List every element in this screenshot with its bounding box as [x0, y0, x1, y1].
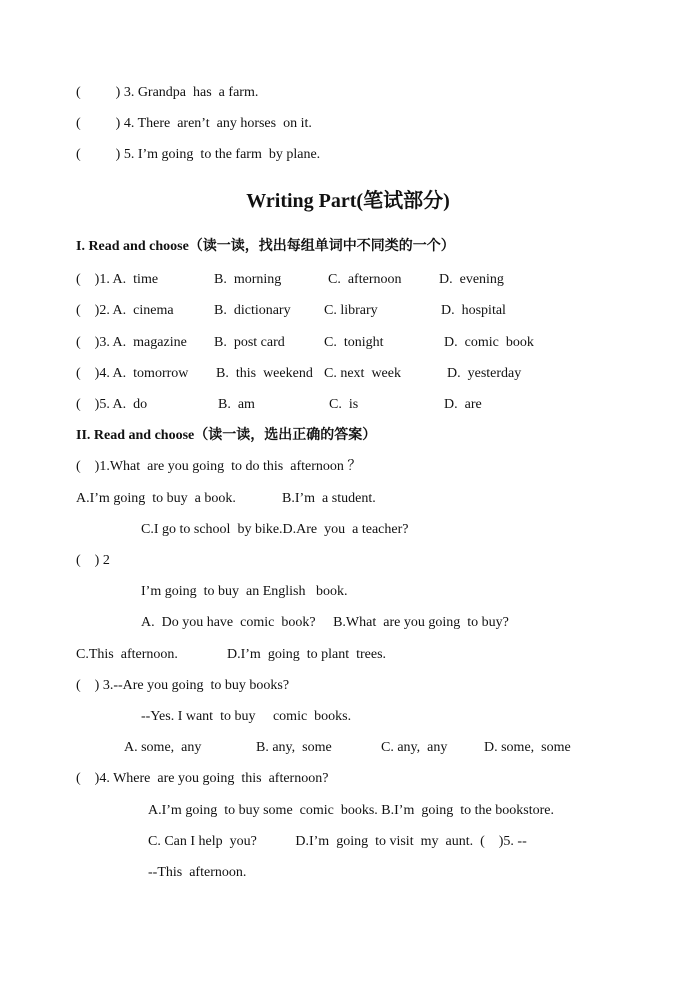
question-3-option-c: C. any, any: [381, 740, 448, 755]
choice-d: D. comic book: [444, 335, 534, 350]
choice-c: C. library: [324, 303, 378, 318]
choice-num: ( )5. A. do: [76, 397, 148, 412]
question-1-option-a: A.I’m going to buy a book.: [76, 491, 236, 506]
choice-b: B. morning: [214, 272, 282, 287]
question-3-option-a: A. some, any: [124, 740, 202, 755]
section-1-heading: I. Read and choose（读一读，找出每组单词中不同类的一个）: [76, 239, 455, 254]
question-2-option-c: C.This afternoon.: [76, 647, 178, 662]
listening-item-3: ( ) 3. Grandpa has a farm.: [76, 85, 259, 100]
question-2: ( ) 2: [76, 553, 110, 568]
section-2-heading: II. Read and choose（读一读，选出正确的答案）: [76, 428, 377, 443]
choice-d: D. are: [444, 397, 482, 412]
choice-c: C. afternoon: [328, 272, 402, 287]
choice-d: D. yesterday: [447, 366, 522, 381]
page-title: Writing Part(笔试部分): [246, 190, 450, 212]
choice-d: D. evening: [439, 272, 504, 287]
choice-c: C. next week: [324, 366, 401, 381]
choice-c: C. is: [329, 397, 359, 412]
question-3-option-b: B. any, some: [256, 740, 332, 755]
question-1: ( )1.What are you going to do this afternoon ？: [76, 459, 362, 474]
listening-item-5: ( ) 5. I’m going to the farm by plane.: [76, 147, 321, 162]
question-4: ( )4. Where are you going this afternoon?: [76, 771, 329, 786]
choice-num: ( )1. A. time: [76, 272, 159, 287]
question-1-option-b: B.I’m a student.: [282, 491, 376, 506]
question-5-statement: --This afternoon.: [148, 865, 247, 880]
question-2-options-ab: A. Do you have comic book? B.What are you going to buy?: [141, 615, 509, 630]
choice-d: D. hospital: [441, 303, 506, 318]
choice-num: ( )3. A. magazine: [76, 335, 187, 350]
choice-b: B. am: [218, 397, 255, 412]
choice-b: B. dictionary: [214, 303, 291, 318]
question-3-statement: --Yes. I want to buy comic books.: [141, 709, 352, 724]
question-3: ( ) 3.--Are you going to buy books?: [76, 678, 290, 693]
listening-item-4: ( ) 4. There aren’t any horses on it.: [76, 116, 312, 131]
question-1-options-cd: C.I go to school by bike.D.Are you a teacher?: [141, 522, 409, 537]
question-4-options-cd: C. Can I help you? D.I’m going to visit my aunt. ( )5. --: [148, 834, 527, 849]
choice-c: C. tonight: [324, 335, 384, 350]
choice-b: B. post card: [214, 335, 285, 350]
choice-num: ( )2. A. cinema: [76, 303, 174, 318]
question-2-option-d: D.I’m going to plant trees.: [227, 647, 387, 662]
question-3-option-d: D. some, some: [484, 740, 571, 755]
question-4-options-ab: A.I’m going to buy some comic books. B.I’m going to the bookstore.: [148, 803, 554, 818]
choice-num: ( )4. A. tomorrow: [76, 366, 189, 381]
choice-b: B. this weekend: [216, 366, 313, 381]
question-2-statement: I’m going to buy an English book.: [141, 584, 348, 599]
